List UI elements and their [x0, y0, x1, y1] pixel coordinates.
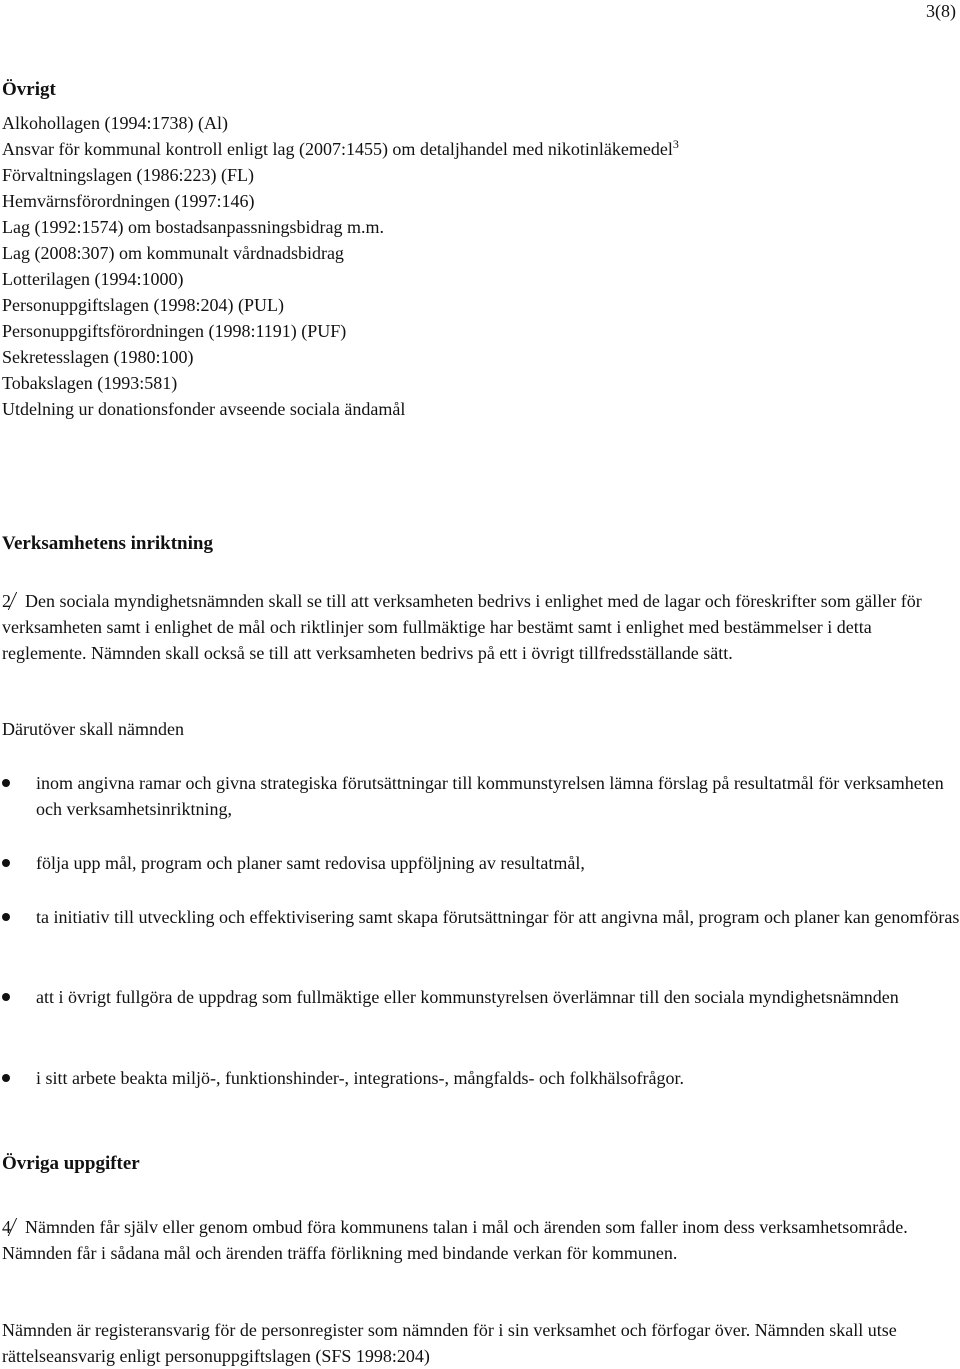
paragraph-register: Nämnden är registeransvarig för de personregister som nämnden för i sin verksamhet och förfogar över. Nämnden skall utse rättelseansvarig enligt personuppgiftslagen (SFS 1998:204) — [2, 1320, 897, 1366]
list-item: följa upp mål, program och planer samt redovisa uppföljning av resultatmål, — [2, 850, 960, 876]
bullet-icon — [2, 993, 10, 1001]
paragraph-4: 4 Nämnden får själv eller genom ombud föra kommunens talan i mål och ärenden som faller inom dess verksamhetsområde. Nämnden får i sådana mål och ärenden träffa förlikning med bindande verkan för kommunen. — [2, 1214, 957, 1266]
footnote-ref: 3 — [672, 137, 679, 151]
law-item: Lag (1992:1574) om bostadsanpassningsbidrag m.m. — [2, 217, 384, 237]
law-item: Hemvärnsförordningen (1997:146) — [2, 191, 255, 211]
section-title-uppgifter: Övriga uppgifter — [2, 1153, 140, 1174]
law-item: Ansvar för kommunal kontroll enligt lag (2007:1455) om detaljhandel med nikotinläkemedel$^3$ — [2, 137, 679, 159]
list-item: att i övrigt fullgöra de uppdrag som fullmäktige eller kommunstyrelsen överlämnar till den sociala myndighetsnämnden — [2, 984, 960, 1010]
list-item: inom angivna ramar och givna strategiska förutsättningar till kommunstyrelsen lämna förslag på resultatmål för verksamheten och verksamhetsinriktning, — [2, 770, 960, 822]
bullet-icon — [2, 859, 10, 867]
bullet-icon — [2, 1074, 10, 1082]
paragraph-number: 2 — [2, 588, 25, 614]
intro-text: Därutöver skall nämnden — [2, 719, 184, 739]
section-title-verksamhet: Verksamhetens inriktning — [2, 533, 213, 554]
law-item: Lotterilagen (1994:1000) — [2, 269, 184, 289]
section-title-ovrigt: Övrigt — [2, 79, 56, 100]
bullet-icon — [2, 913, 10, 921]
list-item: ta initiativ till utveckling och effektivisering samt skapa förutsättningar för att angivna mål, program och planer kan genomföras — [2, 904, 960, 930]
law-item: Sekretesslagen (1980:100) — [2, 347, 194, 367]
law-item: Lag (2008:307) om kommunalt vårdnadsbidrag — [2, 243, 344, 263]
law-item: Förvaltningslagen (1986:223) (FL) — [2, 165, 254, 185]
list-item: i sitt arbete beakta miljö-, funktionshinder-, integrations-, mångfalds- och folkhälsofrågor. — [2, 1065, 960, 1091]
law-list — [2, 110, 679, 422]
paragraph-2: 2 Den sociala myndighetsnämnden skall se till att verksamheten bedrivs i enlighet med de lagar och föreskrifter som gäller för verksamheten samt i enlighet de mål och riktlinjer som fullmäktige har bestämt samt i enlighet med bestämmelser i detta reglemente. Nämnden skall också se till att verksamheten bedrivs på ett i övrigt tillfredsställande sätt. — [2, 588, 957, 666]
law-item: Alkohollagen (1994:1738) (Al) — [2, 113, 228, 133]
law-item: Tobakslagen (1993:581) — [2, 373, 178, 393]
page-number: 3(8) — [926, 1, 956, 21]
bullet-icon — [2, 779, 10, 787]
paragraph-number: 4 — [2, 1214, 25, 1240]
law-item: Personuppgiftslagen (1998:204) (PUL) — [2, 295, 284, 315]
law-item: Personuppgiftsförordningen (1998:1191) (PUF) — [2, 321, 347, 341]
law-item: Utdelning ur donationsfonder avseende sociala ändamål — [2, 399, 406, 419]
